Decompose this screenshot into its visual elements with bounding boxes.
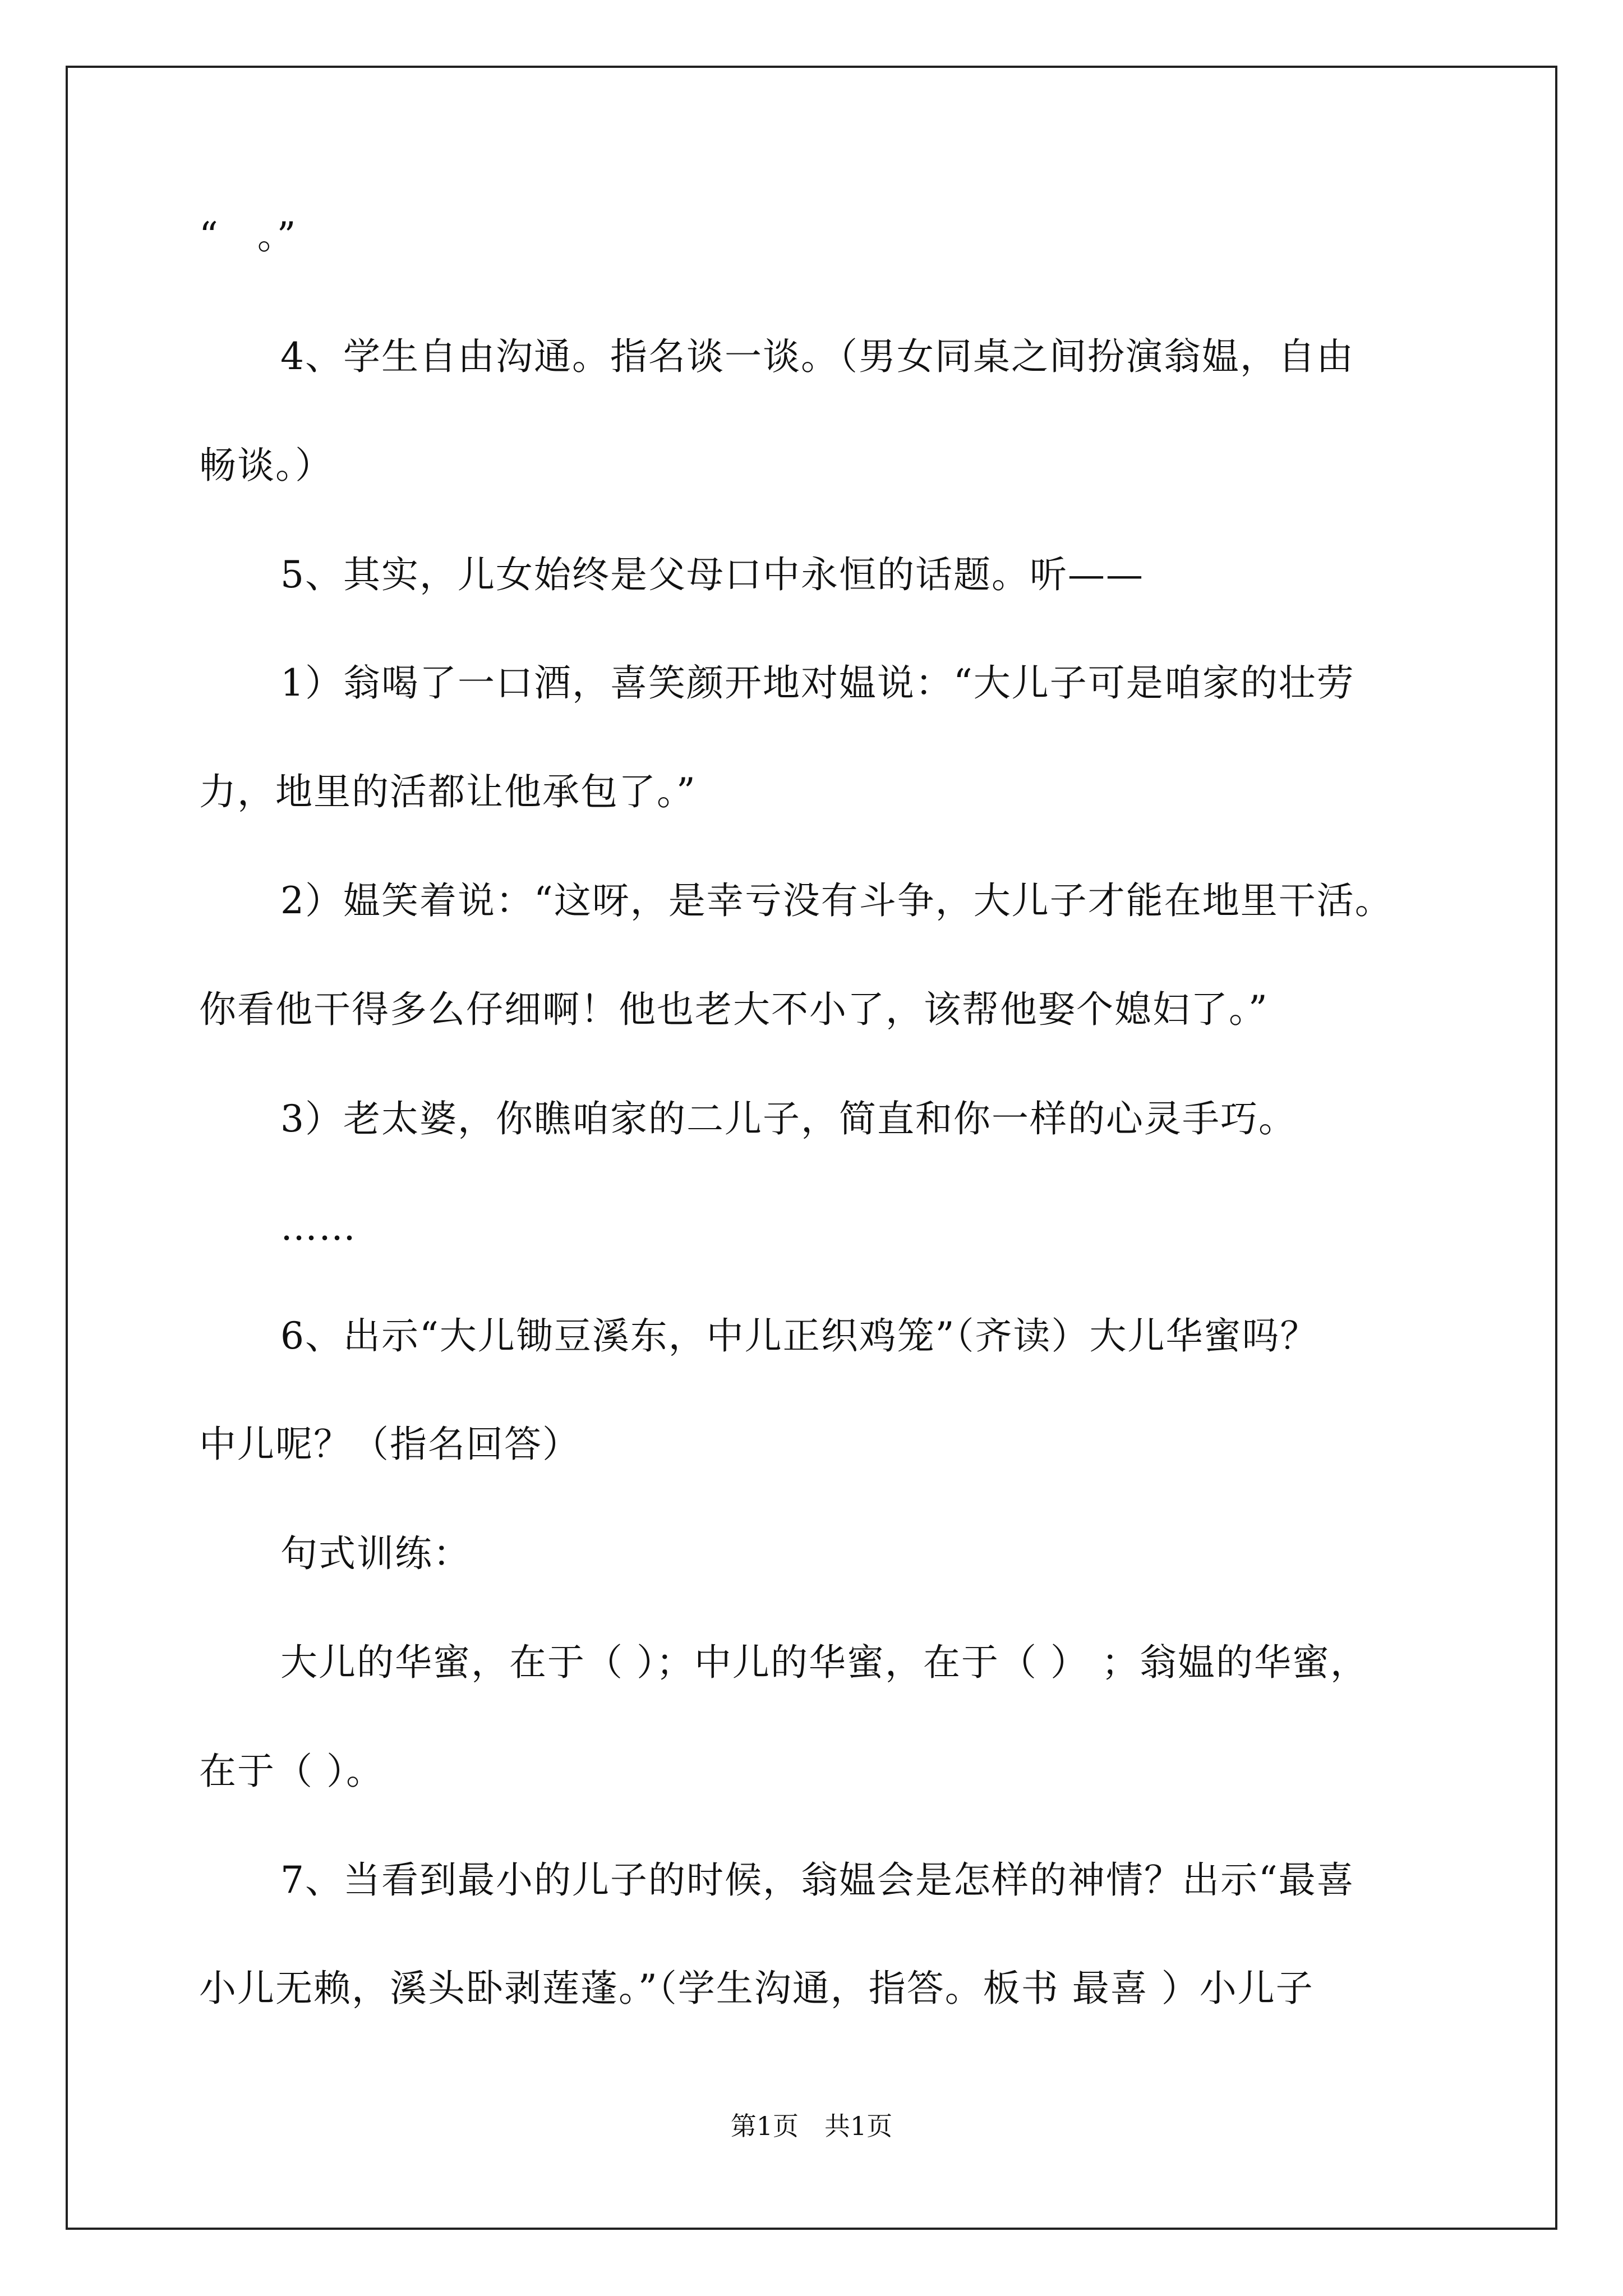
text-line-11: 6、出示“大儿锄豆溪东，中儿正织鸡笼”（齐读）大儿华蜜吗？ (280, 1314, 1318, 1358)
text-line-14: 大儿的华蜜，在于（ ）；中儿的华蜜，在于（ ） ；翁媪的华蜜， (280, 1641, 1368, 1684)
text-line-10: …… (280, 1205, 357, 1249)
text-line-6: 力，地里的活都让他承包了。” (199, 770, 697, 813)
text-line-2: 4、学生自由沟通。指名谈一谈。（男女同桌之间扮演翁媪，自由 (280, 335, 1354, 378)
text-line-15: 在于（ ）。 (199, 1750, 384, 1793)
text-line-1: “ 。” (199, 214, 297, 257)
text-line-3: 畅谈。） (199, 444, 333, 487)
text-line-8: 你看他干得多么仔细啊！他也老大不小了，该帮他娶个媳妇了。” (199, 988, 1269, 1031)
text-line-13: 句式训练： (280, 1532, 471, 1575)
page-border (66, 66, 1557, 2230)
text-line-5: 1）翁喝了一口酒，喜笑颜开地对媪说：“大儿子可是咱家的壮劳 (280, 661, 1355, 705)
page-footer: 第1页 共1页 (730, 2111, 893, 2141)
text-line-4: 5、其实，儿女始终是父母口中永恒的话题。听—— (280, 553, 1144, 596)
text-line-16: 7、当看到最小的儿子的时候，翁媪会是怎样的神情？出示“最喜 (280, 1858, 1355, 1902)
text-line-9: 3）老太婆，你瞧咱家的二儿子，简直和你一样的心灵手巧。 (280, 1097, 1297, 1140)
text-line-12: 中儿呢？（指名回答） (199, 1423, 580, 1466)
text-line-17: 小儿无赖，溪头卧剥莲蓬。”（学生沟通，指答。板书 最喜 ）小儿子 (199, 1967, 1314, 2010)
text-line-7: 2）媪笑着说：“这呀，是幸亏没有斗争，大儿子才能在地里干活。 (280, 879, 1393, 922)
